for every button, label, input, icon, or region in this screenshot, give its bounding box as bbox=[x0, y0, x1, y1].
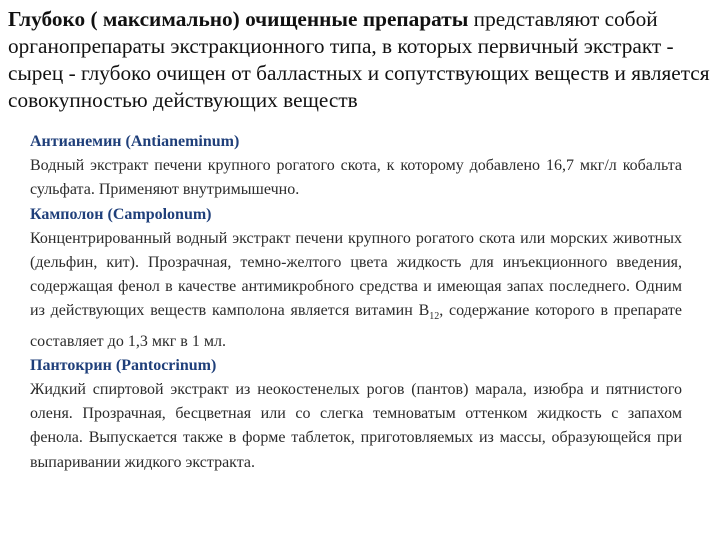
campolon-text-part2: , содержание которого в препарате составляет до 1,3 мкг в 1 мл. bbox=[30, 302, 683, 350]
vitamin-subscript: 12 bbox=[429, 311, 440, 323]
intro-paragraph bbox=[8, 6, 714, 114]
intro-definition: представляют собой органопрепараты экстракционного типа, в которых первичный экстракт - сырец - глубоко очищен от балластных и сопутствующих веществ и является совокупностью действующих веществ bbox=[8, 7, 710, 112]
item-heading-pantocrin: Пантокрин (Pantocrinum) bbox=[30, 356, 217, 374]
preparations-list bbox=[30, 130, 682, 475]
campolon-text-part1: Концентрированный водный экстракт печени крупного рогатого скота или морских животных (дельфин, кит). Прозрачная, темно-желтого цвета жидкость для инъекционного введения, содержащая фенол в качестве антимикробного средства и имеющая запах последнего. Одним из действующих веществ камполона является витамин B bbox=[30, 229, 682, 320]
item-text-antianemin: Водный экстракт печени крупного рогатого скота, к которому добавлено 16,7 мкг/л кобальта сульфата. Применяют внутримышечно. bbox=[30, 157, 682, 199]
item-text-pantocrin: Жидкий спиртовой экстракт из неокостенелых рогов (пантов) марала, изюбра и пятнистого оленя. Прозрачная, бесцветная или со слегка темноватым оттенком жидкость с запахом фенола. Выпускается также в форме таблеток, приготовляемых из массы, образующейся при выпаривании жидкого экстракта. bbox=[30, 381, 682, 471]
item-heading-campolon: Камполон (Campolonum) bbox=[30, 205, 212, 223]
item-heading-antianemin: Антианемин (Antianeminum) bbox=[30, 133, 240, 150]
intro-bold-term: Глубоко ( максимально) очищенные препараты bbox=[8, 7, 469, 31]
item-text-campolon bbox=[30, 227, 682, 354]
